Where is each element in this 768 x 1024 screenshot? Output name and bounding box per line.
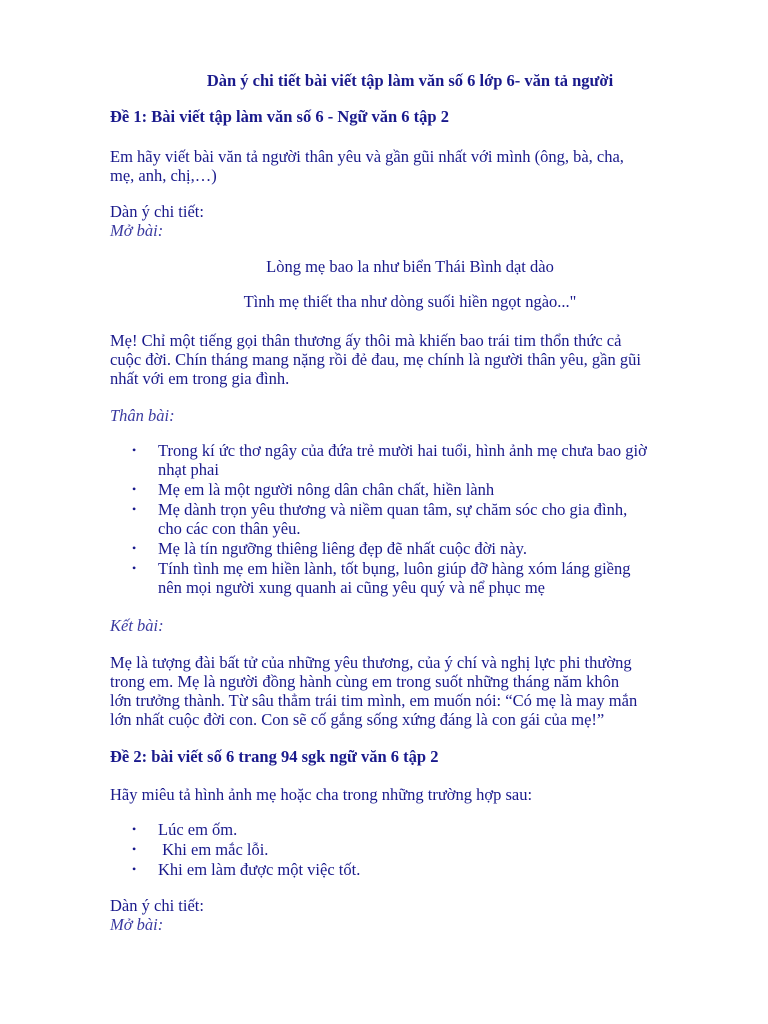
de2-outline-label: Dàn ý chi tiết:	[110, 896, 204, 915]
bullet-icon: •	[132, 443, 137, 457]
document-title: Dàn ý chi tiết bài viết tập làm văn số 6 lớp 6- văn tả người	[206, 71, 614, 90]
bullet-icon: •	[132, 541, 137, 555]
list-item: • Mẹ là tín ngưỡng thiêng liêng đẹp đẽ nhất cuộc đời này.	[132, 539, 527, 558]
list-item: • Khi em làm được một việc tốt.	[132, 860, 361, 879]
list-item: • Lúc em ốm.	[132, 820, 238, 839]
bullet-icon: •	[132, 822, 137, 836]
concl-line3: lớn trưởng thành. Từ sâu thẳm trái tim mình, em muốn nói: “Có mẹ là may mắn	[110, 691, 638, 710]
de2-heading: Đề 2: bài viết số 6 trang 94 sgk ngữ văn 6 tập 2	[110, 747, 439, 766]
intro-line1: Mẹ! Chỉ một tiếng gọi thân thương ấy thôi mà khiến bao trái tim thổn thức cả	[110, 331, 622, 350]
concl-line2: trong em. Mẹ là người đồng hành cùng em trong suốt những tháng năm khôn	[110, 672, 620, 691]
de1-ket-bai-label: Kết bài:	[110, 616, 164, 635]
de2-prompt: Hãy miêu tả hình ảnh mẹ hoặc cha trong những trường hợp sau:	[110, 785, 533, 804]
poem-line-1: Lòng mẹ bao la như biển Thái Bình dạt dào	[266, 257, 554, 276]
body-bullet-list	[110, 441, 710, 598]
bullet-icon: •	[132, 842, 137, 856]
de1-outline-label: Dàn ý chi tiết:	[110, 202, 204, 221]
intro-line3: nhất với em trong gia đình.	[110, 369, 290, 388]
list-item: • Khi em mắc lỗi.	[132, 840, 269, 859]
concl-line1: Mẹ là tượng đài bất tử của những yêu thương, của ý chí và nghị lực phi thường	[110, 653, 632, 672]
intro-line2: cuộc đời. Chín tháng mang nặng rồi đẻ đau, mẹ chính là người thân yêu, gần gũi	[110, 350, 641, 369]
list-item: • Mẹ em là một người nông dân chân chất, hiền lành	[132, 480, 495, 499]
de2-mo-bai-label: Mở bài:	[110, 915, 164, 934]
list-item: • Mẹ dành trọn yêu thương và niềm quan tâm, sự chăm sóc cho gia đình, cho các con thân yêu.	[132, 500, 628, 538]
list-item: • Trong kí ức thơ ngây của đứa trẻ mười hai tuổi, hình ảnh mẹ chưa bao giờ nhạt phai	[132, 441, 647, 479]
de1-mo-bai-label: Mở bài:	[110, 221, 164, 240]
de1-intro-paragraph	[110, 331, 710, 388]
de2-bullet-list	[110, 820, 710, 880]
de1-prompt	[110, 147, 710, 185]
concl-line4: lớn nhất cuộc đời con. Con sẽ cố gắng sống xứng đáng là con gái của mẹ!”	[110, 710, 605, 729]
bullet-icon: •	[132, 561, 137, 575]
bullet-icon: •	[132, 482, 137, 496]
de1-heading: Đề 1: Bài viết tập làm văn số 6 - Ngữ văn 6 tập 2	[110, 107, 449, 126]
list-item: • Tính tình mẹ em hiền lành, tốt bụng, luôn giúp đỡ hàng xóm láng giềng nên mọi người xung quanh ai cũng yêu quý và nể phục mẹ	[132, 559, 631, 597]
de1-prompt-line2: mẹ, anh, chị,…)	[110, 166, 217, 185]
de1-than-bai-label: Thân bài:	[110, 406, 175, 425]
bullet-icon: •	[132, 502, 137, 516]
de1-conclusion-paragraph	[110, 653, 710, 729]
poem-line-2: Tình mẹ thiết tha như dòng suối hiền ngọt ngào..."	[243, 292, 577, 311]
de1-prompt-line1: Em hãy viết bài văn tả người thân yêu và gần gũi nhất với mình (ông, bà, cha,	[110, 147, 624, 166]
bullet-icon: •	[132, 862, 137, 876]
